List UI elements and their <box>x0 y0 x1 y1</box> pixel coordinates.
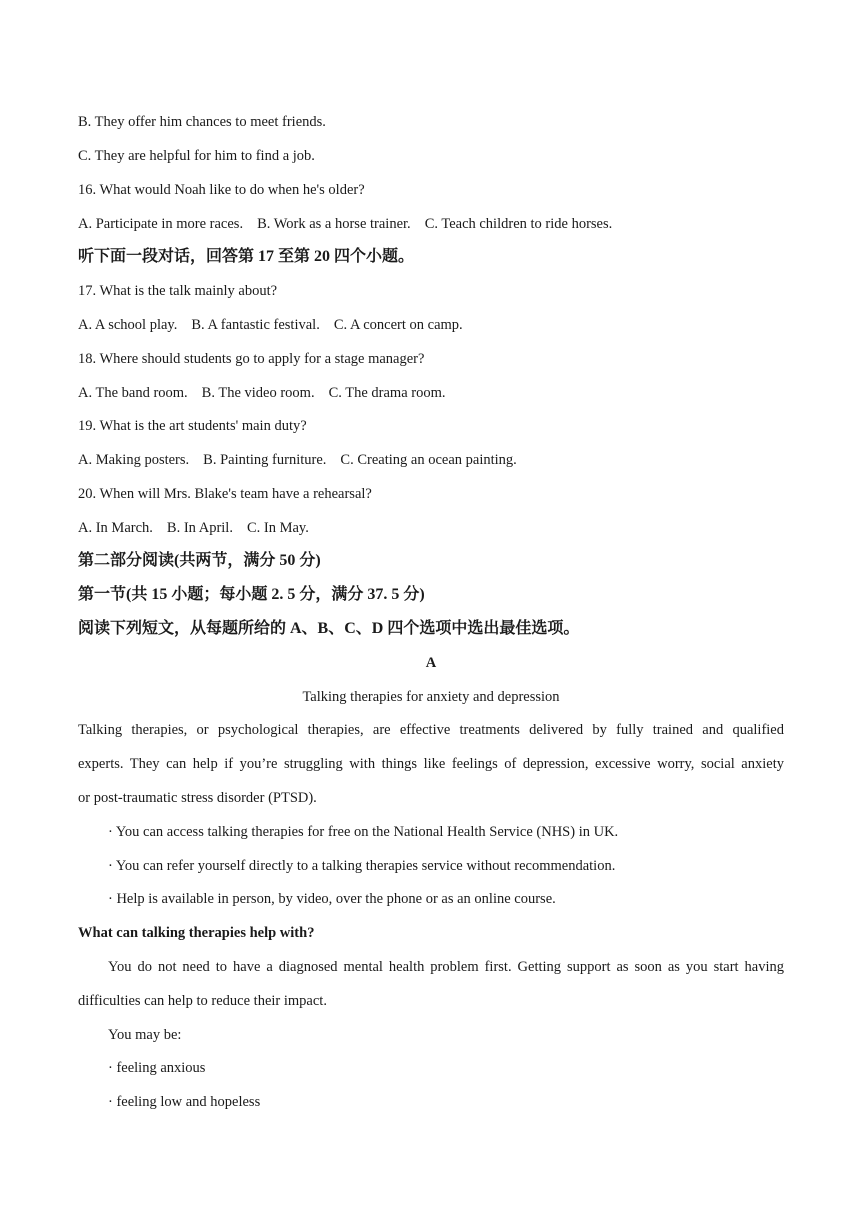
q18-question: 18. Where should students go to apply for a stage manager? <box>78 351 425 367</box>
q20-options <box>78 518 784 538</box>
q20-option-a: A. In March. <box>78 520 153 536</box>
q19-question: 19. What is the art students' main duty? <box>78 418 307 434</box>
q18-option-b: B. The video room. <box>201 385 315 401</box>
passage-label: A <box>425 655 437 671</box>
bullet-feeling-anxious: · feeling anxious <box>108 1060 206 1076</box>
q18-options <box>78 383 784 403</box>
q16-option-a: A. Participate in more races. <box>78 216 244 232</box>
dialogue-instruction: 听下面一段对话，回答第 17 至第 20 四个小题。 <box>78 248 415 265</box>
q16-option-c: C. Teach children to ride horses. <box>424 216 613 232</box>
q15-option-b: B. They offer him chances to meet friends. <box>78 114 326 130</box>
q18-option-a: A. The band room. <box>78 385 188 401</box>
q19-options <box>78 450 784 470</box>
paragraph-1-line-2: experts. They can help if you’re struggling with things like feelings of depression, excessive worry, social anxiety <box>78 756 784 772</box>
part-two-heading: 第二部分阅读(共两节，满分 50 分) <box>78 552 321 569</box>
paragraph-2-line-1: You do not need to have a diagnosed mental health problem first. Getting support as soon as you start having <box>108 959 784 975</box>
q19-option-b: B. Painting furniture. <box>203 452 327 468</box>
q17-question: 17. What is the talk mainly about? <box>78 283 278 299</box>
paragraph-1-line-1: Talking therapies, or psychological therapies, are effective treatments delivered by fully trained and qualified <box>78 722 784 738</box>
q19-option-a: A. Making posters. <box>78 452 190 468</box>
q16-question: 16. What would Noah like to do when he's older? <box>78 182 365 198</box>
q17-options <box>78 315 784 335</box>
q20-option-b: B. In April. <box>166 520 233 536</box>
reading-instruction: 阅读下列短文，从每题所给的 A、B、C、D 四个选项中选出最佳选项。 <box>78 620 580 637</box>
you-may-be: You may be: <box>108 1027 182 1043</box>
paragraph-1-line-3: or post-traumatic stress disorder (PTSD). <box>78 790 317 806</box>
q20-option-c: C. In May. <box>246 520 309 536</box>
q18-option-c: C. The drama room. <box>328 385 446 401</box>
q16-options <box>78 214 784 234</box>
section-one-heading: 第一节(共 15 小题；每小题 2. 5 分，满分 37. 5 分) <box>78 586 425 603</box>
q17-option-a: A. A school play. <box>78 317 178 333</box>
bullet-free-access: · You can access talking therapies for free on the National Health Service (NHS) in UK. <box>108 824 619 840</box>
q19-option-c: C. Creating an ocean painting. <box>340 452 517 468</box>
subheading-what-help: What can talking therapies help with? <box>78 925 315 941</box>
q20-question: 20. When will Mrs. Blake's team have a rehearsal? <box>78 486 372 502</box>
bullet-self-refer: · You can refer yourself directly to a talking therapies service without recommendation. <box>108 858 616 874</box>
q16-option-b: B. Work as a horse trainer. <box>257 216 411 232</box>
q15-option-c: C. They are helpful for him to find a job. <box>78 148 315 164</box>
bullet-help-available: · Help is available in person, by video, over the phone or as an online course. <box>108 891 556 907</box>
paragraph-2-line-2: difficulties can help to reduce their impact. <box>78 993 327 1009</box>
q17-option-c: C. A concert on camp. <box>333 317 463 333</box>
bullet-feeling-low: · feeling low and hopeless <box>108 1094 261 1110</box>
q17-option-b: B. A fantastic festival. <box>191 317 320 333</box>
passage-title: Talking therapies for anxiety and depression <box>302 689 560 705</box>
